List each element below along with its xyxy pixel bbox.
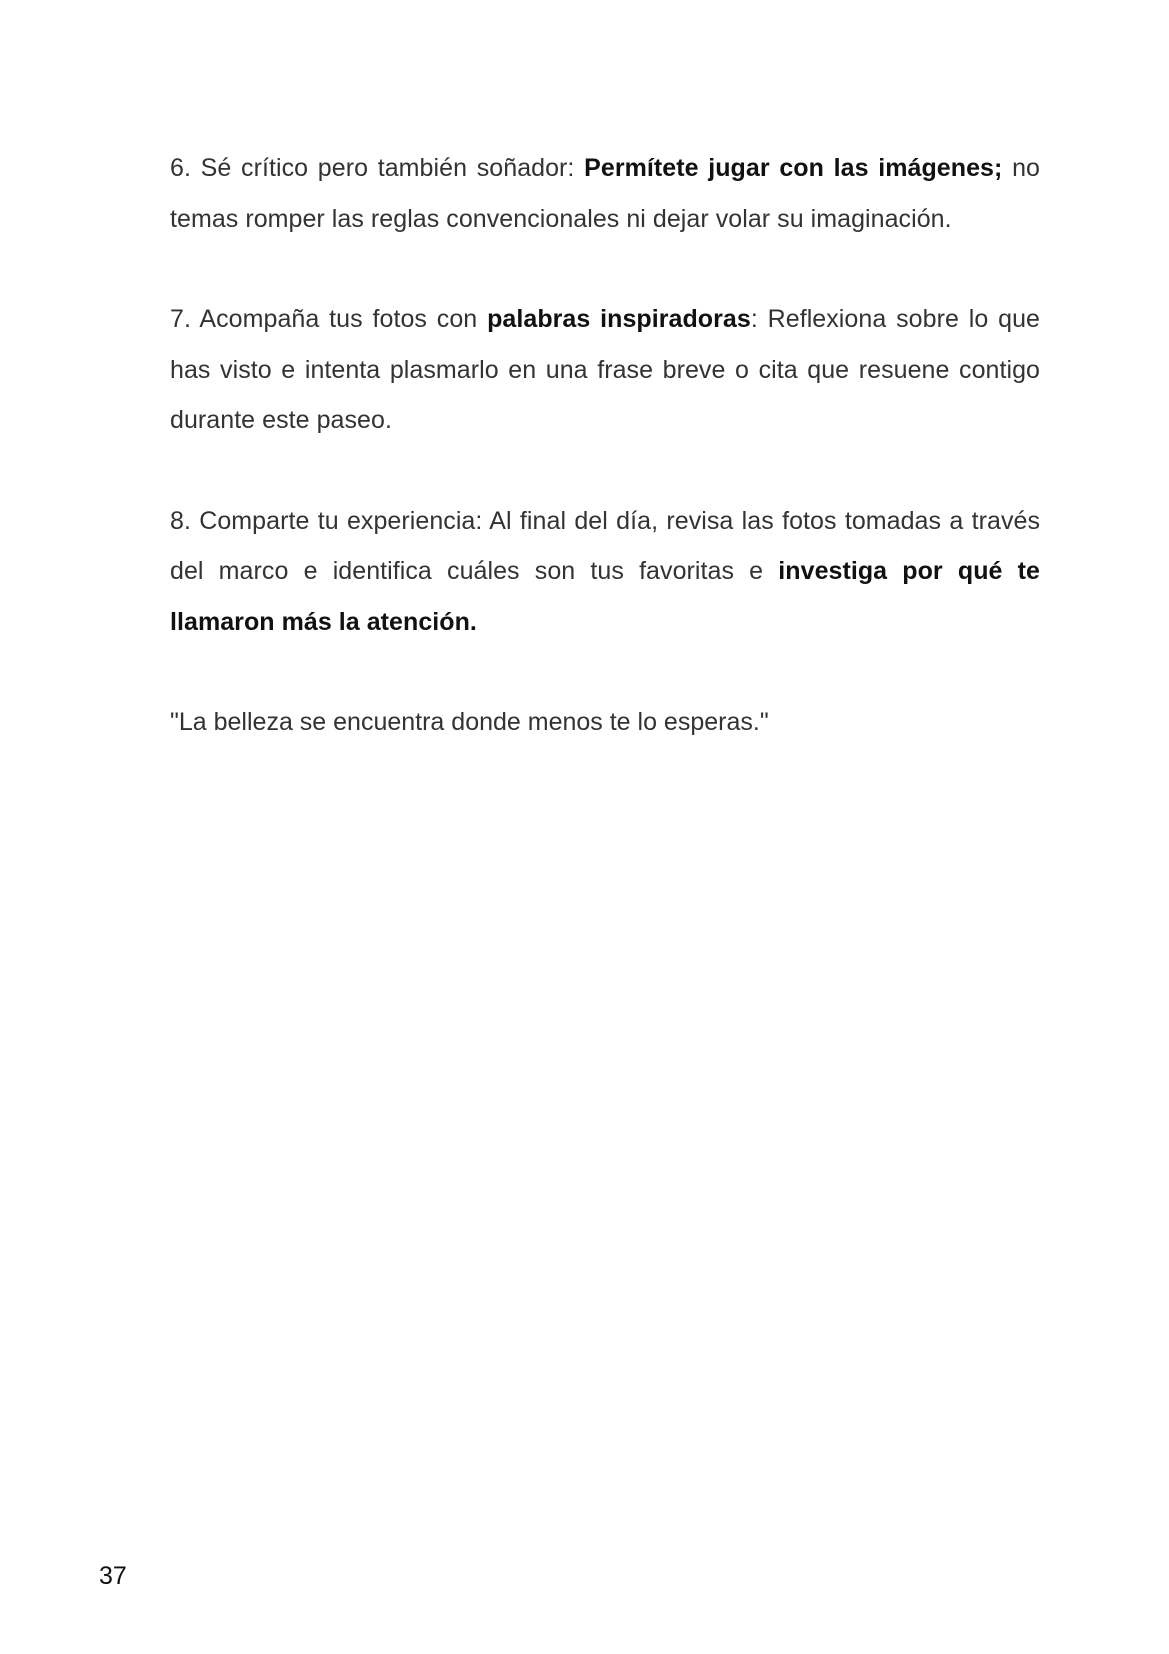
paragraph-item-6 xyxy=(170,143,1040,244)
paragraph-text: 6. Sé crítico pero también soñador: xyxy=(170,154,585,182)
page-content xyxy=(170,143,1040,748)
paragraph-text: no temas romper las reglas convencionales ni dejar volar su imaginación. xyxy=(170,154,1040,233)
closing-quote: "La belleza se encuentra donde menos te lo esperas." xyxy=(170,708,769,736)
bold-emphasis: investiga por qué te llamaron más la atención. xyxy=(170,557,1040,636)
paragraph-text: 7. Acompaña tus fotos con xyxy=(170,305,488,333)
paragraph-item-7 xyxy=(170,294,1040,446)
paragraph-item-8 xyxy=(170,496,1040,648)
page-number: 37 xyxy=(99,1562,127,1590)
paragraph-text: 8. Comparte tu experiencia: Al final del día, revisa las fotos tomadas a través del marco e identifica cuáles son tus favoritas e xyxy=(170,506,1040,585)
paragraph-text: : Reflexiona sobre lo que has visto e intenta plasmarlo en una frase breve o cita que resuene contigo durante este paseo. xyxy=(170,305,1040,434)
bold-emphasis: palabras inspiradoras xyxy=(487,305,751,333)
bold-emphasis: Permítete jugar con las imágenes; xyxy=(584,154,1003,182)
